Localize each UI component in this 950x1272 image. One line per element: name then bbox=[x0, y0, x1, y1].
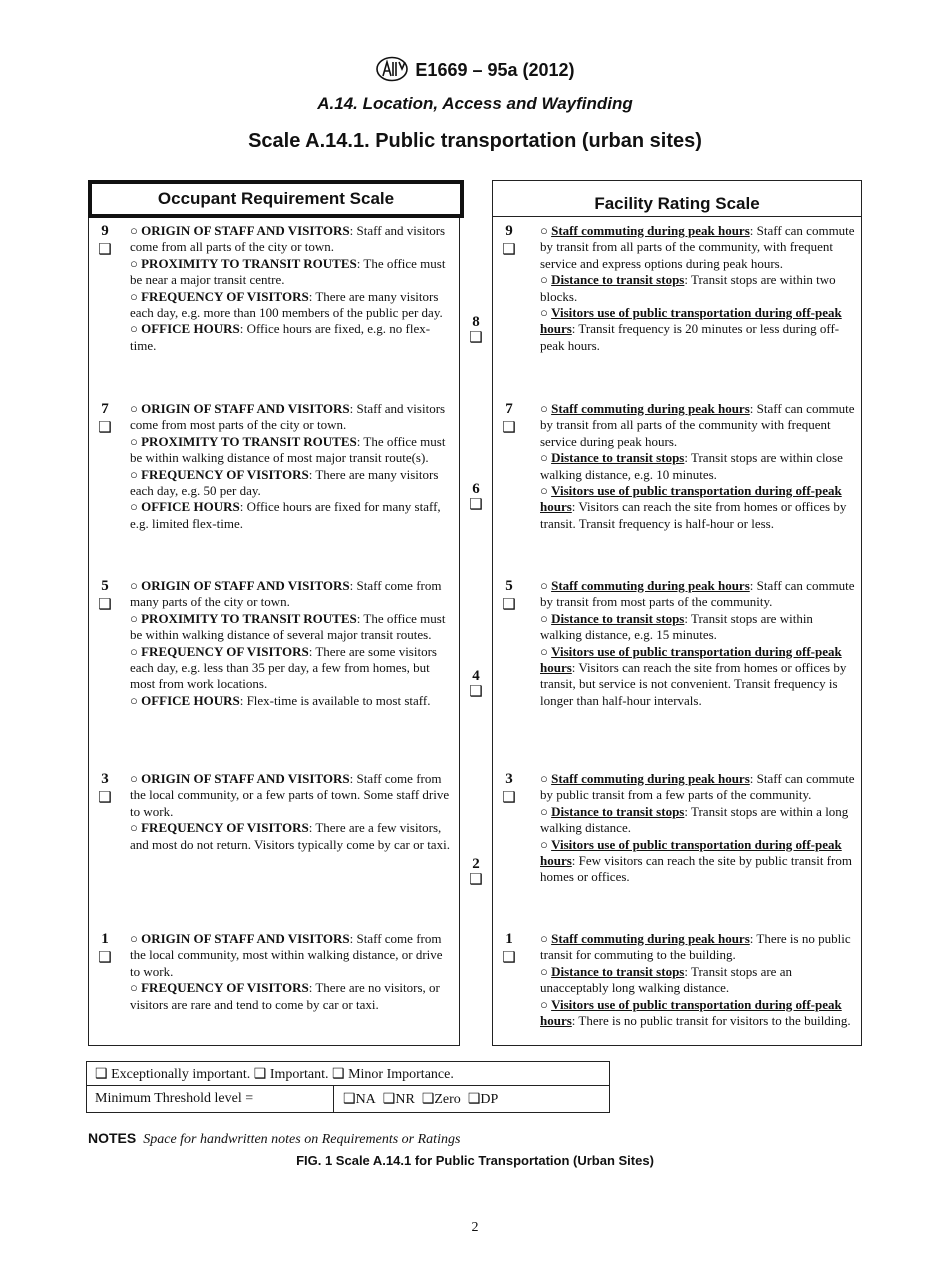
radio-icon[interactable]: ○ bbox=[540, 931, 548, 946]
radio-icon[interactable]: ○ bbox=[130, 578, 138, 593]
importance-legend bbox=[86, 1061, 610, 1086]
level-number: 7 bbox=[101, 401, 109, 417]
checkbox[interactable]: ❑ bbox=[332, 1067, 345, 1082]
level-text: ○ Staff commuting during peak hours: There is no public transit for commuting to the building. ○ Distance to transit stops: Transit stops are an unacceptably long walking distance. ○ Visitors use of public transportation during off-peak hours: There is no public transit for visitors to the building. bbox=[540, 931, 851, 1029]
checkbox[interactable]: ❑ bbox=[502, 242, 516, 258]
importance-important: Important. bbox=[269, 1067, 329, 1082]
radio-icon[interactable]: ○ bbox=[130, 466, 138, 482]
level-number: 4 bbox=[472, 668, 480, 684]
threshold-options: ❑NA ❑NR ❑Zero ❑DP bbox=[343, 1092, 499, 1107]
notes-label: NOTES bbox=[88, 1130, 137, 1146]
page-number: 2 bbox=[471, 1220, 479, 1235]
standard-number: E1669 – 95a (2012) bbox=[415, 60, 575, 80]
checkbox[interactable]: ❑ bbox=[98, 242, 112, 258]
document-header bbox=[0, 56, 950, 87]
checkbox[interactable]: ❑ bbox=[421, 1092, 435, 1107]
radio-icon[interactable]: ○ bbox=[130, 321, 138, 337]
checkbox[interactable]: ❑ bbox=[343, 1092, 356, 1107]
level-text: ○ ORIGIN OF STAFF AND VISITORS: Staff and visitors come from most parts of the city or town. ○ PROXIMITY TO TRANSIT ROUTES: The office must be within walking distance of most major transit route(s). ○ FREQUENCY OF VISITORS: There are many visitors each day, e.g. 50 per day. ○ OFFICE HOURS: Office hours are fixed for many staff, e.g. limited flex-time. bbox=[130, 401, 446, 531]
level-text: ○ Staff commuting during peak hours: Staff can commute by transit from all parts of the community with frequent service during peak hours. ○ Distance to transit stops: Transit stops are within close walking distance, e.g. 10 minutes. ○ Visitors use of public transportation during off-peak hours: Visitors can reach the site from homes or offices by transit. Transit frequency is half-hour or less. bbox=[540, 401, 855, 531]
checkbox[interactable]: ❑ bbox=[467, 1092, 481, 1107]
divider bbox=[333, 1086, 334, 1112]
level-number: 2 bbox=[472, 856, 480, 872]
checkbox[interactable]: ❑ bbox=[98, 950, 112, 966]
threshold-row bbox=[86, 1085, 610, 1113]
radio-icon[interactable]: ○ bbox=[130, 255, 138, 271]
radio-icon[interactable]: ○ bbox=[130, 980, 138, 996]
level-text: ○ ORIGIN OF STAFF AND VISITORS: Staff come from many parts of the city or town. ○ PROXIMITY TO TRANSIT ROUTES: The office must be within walking distance of several major transit routes. ○ FREQUENCY OF VISITORS: There are some visitors each day, e.g. less than 35 per day, a few from homes, but most from work locations. ○ OFFICE HOURS: Flex-time is available to most staff. bbox=[130, 578, 446, 708]
level-number: 3 bbox=[505, 771, 513, 787]
checkbox[interactable]: ❑ bbox=[502, 420, 516, 436]
radio-icon[interactable]: ○ bbox=[540, 223, 548, 238]
level-text: ○ ORIGIN OF STAFF AND VISITORS: Staff and visitors come from all parts of the city or town. ○ PROXIMITY TO TRANSIT ROUTES: The office must be near a major transit centre. ○ FREQUENCY OF VISITORS: There are many visitors each day, e.g. more than 100 members of the public per day. ○ OFFICE HOURS: Office hours are fixed, e.g. no flex-time. bbox=[130, 223, 446, 353]
checkbox[interactable]: ❑ bbox=[95, 1067, 108, 1082]
radio-icon[interactable]: ○ bbox=[540, 578, 548, 593]
radio-icon[interactable]: ○ bbox=[130, 610, 138, 626]
checkbox[interactable]: ❑ bbox=[382, 1092, 396, 1107]
radio-icon[interactable]: ○ bbox=[130, 931, 138, 946]
figure-caption: FIG. 1 Scale A.14.1 for Public Transportation (Urban Sites) bbox=[296, 1153, 654, 1168]
radio-icon[interactable]: ○ bbox=[130, 643, 138, 659]
radio-icon[interactable]: ○ bbox=[540, 771, 548, 786]
checkbox[interactable]: ❑ bbox=[502, 950, 516, 966]
importance-minor: Minor Importance. bbox=[348, 1067, 454, 1082]
radio-icon[interactable]: ○ bbox=[540, 305, 548, 321]
facility-heading-rule bbox=[492, 216, 862, 217]
scale-title: Scale A.14.1. Public transportation (urban sites) bbox=[248, 130, 702, 152]
mid-level-2 bbox=[466, 856, 486, 887]
level-number: 1 bbox=[101, 931, 109, 947]
radio-icon[interactable]: ○ bbox=[540, 401, 548, 416]
notes bbox=[88, 1130, 460, 1148]
facility-scale-heading: Facility Rating Scale bbox=[594, 194, 760, 213]
level-number: 1 bbox=[505, 931, 513, 947]
checkbox[interactable]: ❑ bbox=[98, 790, 112, 806]
radio-icon[interactable]: ○ bbox=[540, 996, 548, 1012]
checkbox[interactable]: ❑ bbox=[98, 597, 112, 613]
level-number: 9 bbox=[101, 223, 109, 239]
astm-logo-icon bbox=[375, 56, 409, 87]
level-text: ○ Staff commuting during peak hours: Staff can commute by transit from most parts of the community. ○ Distance to transit stops: Transit stops are within walking distance, e.g. 15 minutes. ○ Visitors use of public transportation during off-peak hours: Visitors can reach the site from homes or offices by transit, but service is not convenient. Transit frequency is longer than half-hour intervals. bbox=[540, 578, 855, 708]
mid-level-6 bbox=[466, 481, 486, 512]
radio-icon[interactable]: ○ bbox=[130, 401, 138, 416]
radio-icon[interactable]: ○ bbox=[540, 643, 548, 659]
level-number: 7 bbox=[505, 401, 513, 417]
radio-icon[interactable]: ○ bbox=[130, 288, 138, 304]
radio-icon[interactable]: ○ bbox=[540, 483, 548, 499]
mid-level-4 bbox=[466, 668, 486, 699]
level-number: 8 bbox=[472, 314, 480, 330]
radio-icon[interactable]: ○ bbox=[540, 963, 548, 979]
mid-level-8 bbox=[466, 314, 486, 345]
occupant-scale-heading: Occupant Requirement Scale bbox=[88, 180, 464, 218]
radio-icon[interactable]: ○ bbox=[130, 692, 138, 708]
checkbox[interactable]: ❑ bbox=[469, 684, 483, 700]
level-number: 9 bbox=[505, 223, 513, 239]
level-number: 3 bbox=[101, 771, 109, 787]
radio-icon[interactable]: ○ bbox=[130, 499, 138, 515]
importance-exceptional: Exceptionally important. bbox=[111, 1067, 251, 1082]
checkbox[interactable]: ❑ bbox=[469, 330, 483, 346]
radio-icon[interactable]: ○ bbox=[540, 272, 548, 288]
checkbox[interactable]: ❑ bbox=[98, 420, 112, 436]
level-number: 5 bbox=[101, 578, 109, 594]
radio-icon[interactable]: ○ bbox=[130, 820, 138, 836]
checkbox[interactable]: ❑ bbox=[502, 790, 516, 806]
threshold-label: Minimum Threshold level = bbox=[95, 1091, 254, 1106]
checkbox[interactable]: ❑ bbox=[502, 597, 516, 613]
checkbox[interactable]: ❑ bbox=[469, 497, 483, 513]
notes-text: Space for handwritten notes on Requirements or Ratings bbox=[143, 1132, 461, 1147]
level-text: ○ ORIGIN OF STAFF AND VISITORS: Staff come from the local community, most within walking distance, or drive to work. ○ FREQUENCY OF VISITORS: There are no visitors, or visitors are rare and tend to come by car or taxi. bbox=[130, 931, 443, 1012]
radio-icon[interactable]: ○ bbox=[540, 610, 548, 626]
radio-icon[interactable]: ○ bbox=[540, 836, 548, 852]
radio-icon[interactable]: ○ bbox=[540, 450, 548, 466]
checkbox[interactable]: ❑ bbox=[469, 872, 483, 888]
level-text: ○ ORIGIN OF STAFF AND VISITORS: Staff come from the local community, or a few parts of town. Some staff drive to work. ○ FREQUENCY OF VISITORS: There are a few visitors, and most do not return. Visitors typically come by car or taxi. bbox=[130, 771, 450, 852]
section-title: A.14. Location, Access and Wayfinding bbox=[317, 94, 633, 113]
radio-icon[interactable]: ○ bbox=[130, 771, 138, 786]
radio-icon[interactable]: ○ bbox=[540, 803, 548, 819]
radio-icon[interactable]: ○ bbox=[130, 223, 138, 238]
level-number: 6 bbox=[472, 481, 480, 497]
level-number: 5 bbox=[505, 578, 513, 594]
radio-icon[interactable]: ○ bbox=[130, 433, 138, 449]
checkbox[interactable]: ❑ bbox=[253, 1067, 267, 1082]
level-text: ○ Staff commuting during peak hours: Staff can commute by public transit from a few parts of the community. ○ Distance to transit stops: Transit stops are within a long walking distance. ○ Visitors use of public transportation during off-peak hours: Few visitors can reach the site by public transit from homes or offices. bbox=[540, 771, 855, 885]
level-text: ○ Staff commuting during peak hours: Staff can commute by transit from all parts of the community, with frequent service and express options during peak hours. ○ Distance to transit stops: Transit stops are within two blocks. ○ Visitors use of public transportation during off-peak hours: Transit frequency is 20 minutes or less during off-peak hours. bbox=[540, 223, 855, 353]
